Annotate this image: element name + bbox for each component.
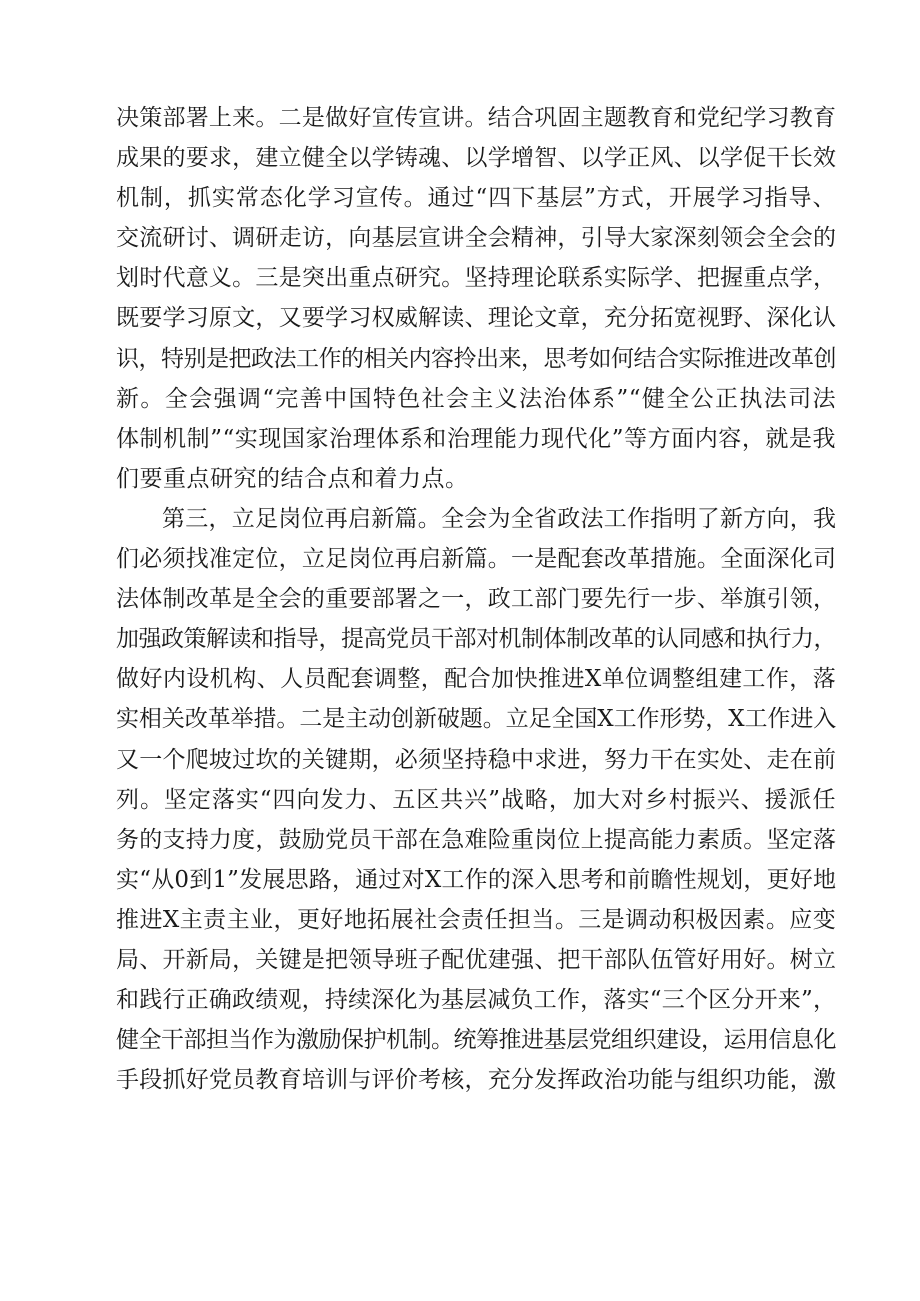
text-line: 列。坚定落实“四向发力、五区共兴”战略，加大对乡村振兴、援派任: [116, 786, 836, 813]
text-line: 局、开新局，关键是把领导班子配优建强、把干部队伍管好用好。树立: [116, 946, 836, 973]
text-line: 识，特别是把政法工作的相关内容拎出来，思考如何结合实际推进改革创: [116, 345, 836, 372]
text-line: 体制机制”“实现国家治理体系和治理能力现代化”等方面内容，就是我: [116, 425, 836, 452]
text-line: 健全干部担当作为激励保护机制。统筹推进基层党组织建设，运用信息化: [116, 1027, 836, 1054]
text-line: 划时代意义。三是突出重点研究。坚持理论联系实际学、把握重点学，: [116, 265, 836, 292]
text-line: 实“从0到1”发展思路，通过对X工作的深入思考和前瞻性规划，更好地: [116, 866, 836, 893]
text-line: 成果的要求，建立健全以学铸魂、以学增智、以学正风、以学促干长效: [116, 145, 836, 172]
text-line: 机制，抓实常态化学习宣传。通过“四下基层”方式，开展学习指导、: [116, 185, 836, 212]
text-line: 又一个爬坡过坎的关键期，必须坚持稳中求进，努力干在实处、走在前: [116, 746, 836, 773]
text-line: 推进X主责主业，更好地拓展社会责任担当。三是调动积极因素。应变: [116, 906, 836, 933]
text-line: 既要学习原文，又要学习权威解读、理论文章，充分拓宽视野、深化认: [116, 305, 836, 332]
paragraph-start-line: 第三，立足岗位再启新篇。全会为全省政法工作指明了新方向，我: [162, 505, 837, 532]
text-line: 实相关改革举措。二是主动创新破题。立足全国X工作形势，X工作进入: [116, 706, 836, 733]
text-line: 务的支持力度，鼓励党员干部在急难险重岗位上提高能力素质。坚定落: [116, 826, 836, 853]
paragraph-end-line: 们要重点研究的结合点和着力点。: [116, 465, 469, 492]
text-line: 和践行正确政绩观，持续深化为基层减负工作，落实“三个区分开来”，: [116, 987, 836, 1014]
text-line: 决策部署上来。二是做好宣传宣讲。结合巩固主题教育和党纪学习教育: [116, 105, 836, 131]
text-line: 们必须找准定位，立足岗位再启新篇。一是配套改革措施。全面深化司: [116, 546, 836, 573]
text-line: 加强政策解读和指导，提高党员干部对机制体制改革的认同感和执行力，: [116, 626, 836, 653]
document-body: [116, 98, 836, 1100]
text-line: 做好内设机构、人员配套调整，配合加快推进X单位调整组建工作，落: [116, 666, 836, 693]
text-line: 交流研讨、调研走访，向基层宣讲全会精神，引导大家深刻领会全会的: [116, 225, 836, 252]
text-line: 法体制改革是全会的重要部署之一，政工部门要先行一步、举旗引领，: [116, 586, 836, 613]
text-line: 手段抓好党员教育培训与评价考核，充分发挥政治功能与组织功能，激: [116, 1067, 836, 1094]
text-line: 新。全会强调“完善中国特色社会主义法治体系”“健全公正执法司法: [116, 385, 836, 412]
